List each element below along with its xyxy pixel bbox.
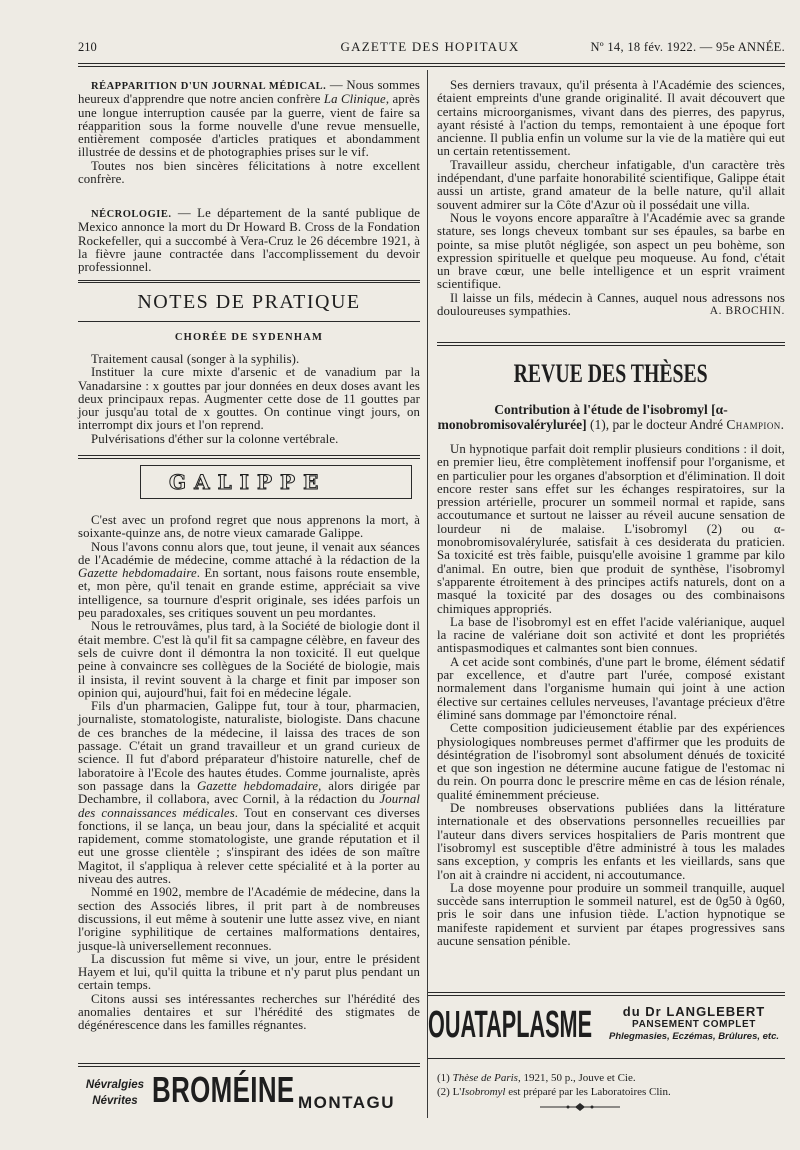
publication-title: Journal des connaissances médicales bbox=[78, 792, 420, 820]
paragraph-text: , après une longue interruption causée par la guerre, vient de faire sa réapparition sous la forme nouvelle d'une revue mensuelle, entièrement composée d'articles pratiques et abondamment illustrée de dessins et de photographies prises sur le vif. bbox=[78, 92, 420, 160]
news-necrology bbox=[78, 207, 420, 274]
paragraph-text: Il laisse un fils, médecin à Cannes, auquel nous adressons nos douloureuses sympathies. bbox=[437, 290, 785, 319]
publication-title: Gazette hebdomadaire bbox=[196, 778, 319, 793]
thesis-heading bbox=[437, 403, 785, 432]
reappearance-paragraph bbox=[78, 79, 420, 160]
thesis-paragraph: A cet acide sont combinés, d'une part le brome, élément sédatif par excellence, et d'autre part l'urée, composé existant normalement dans l'organisme humain qui joint à une action élective sur certaines cellules nerveuses, l'avantage précieux d'être éliminé sans dommage par l'émonctoire rénal. bbox=[437, 654, 785, 722]
paragraph-text: . Tout en conservant ces diverses fonctions, il se lança, un beau jour, dans la spécialité et acquit rapidement, comme stomatologiste, une grande réputation et il eut une grosse clientèle ; s'inspirant des idées de son maître Magitot, il s'appliqua à relever cette spécialité et à la porter au niveau des autres. bbox=[78, 805, 420, 887]
paragraph-text: Fils d'un pharmacien, Galippe fut, tour à tour, pharmacien, journaliste, stomatologiste, naturaliste, biologiste. Dans chacune de ces branches de la médecine, il laissa des traces de son passage. C'était un grand travailleur et un grand curieux de science. Il fut d'abord préparateur d'histoire naturelle, chef de laboratoire à l'Ecole des hautes études. Comme journaliste, après son passage dans la bbox=[78, 699, 420, 793]
footnote-rule bbox=[428, 1058, 785, 1059]
paragraph-text: — Le département de la santé publique de Mexico annonce la mort du Dr Howard B. Cross de la Fondation Rockefeller, qui a succombé à Vera-Cruz le 26 décembre 1921, à la fièvre jaune contractée dans l'accomplissement du devoir professionnel. bbox=[78, 206, 420, 275]
thesis-author: Champion. bbox=[726, 416, 785, 432]
obituary-text-right bbox=[437, 79, 785, 318]
page-number: 210 bbox=[78, 40, 97, 54]
paragraph-text: . En sortant, nous faisons route ensemble, et, mon père, qu'il tenait en grande estime, appréciait sa vive intelligence, sa tournure d'esprit originale, ses idées parfois un peu paradoxales, ses critiques souvent un peu mordantes. bbox=[78, 566, 420, 621]
obituary-title: GALIPPE bbox=[169, 470, 327, 494]
column-divider bbox=[427, 70, 428, 1118]
footnote bbox=[437, 1071, 785, 1085]
journal-name: La Clinique bbox=[323, 92, 386, 107]
practice-notes-title-box bbox=[78, 280, 420, 322]
thesis-byline: (1), par le docteur André bbox=[586, 416, 727, 432]
paragraph-text: — Nous sommes heureux d'apprendre que notre ancien confrère bbox=[78, 78, 420, 107]
ad-rule bbox=[428, 992, 785, 996]
footnote bbox=[437, 1085, 785, 1099]
practice-notes-subtitle: CHORÉE DE SYDENHAM bbox=[174, 332, 324, 343]
ouataplasme-brand: OUATAPLASME bbox=[428, 1004, 593, 1046]
practice-notes-title: NOTES DE PRATIQUE bbox=[137, 291, 361, 313]
footnotes bbox=[437, 1071, 785, 1099]
thesis-paragraph: La base de l'isobromyl est en effet l'acide valérianique, auquel la racine de valériane doit son activité et dont les propriétés antispasmodiques et calmantes sont bien connues. bbox=[437, 614, 785, 656]
journal-title: GAZETTE DES HOPITAUX bbox=[340, 39, 520, 54]
notes-paragraph: Traitement causal (songer à la syphilis). bbox=[91, 352, 300, 366]
ad-rule bbox=[78, 1063, 420, 1067]
paragraph-text: , alors dirigée par Dechambre, il collabora, avec Cornil, à la rédaction du bbox=[78, 778, 420, 807]
obituary-paragraph: Citons aussi ses intéressantes recherches sur l'hérédité des anomalies dentaires et sur l'hérédité des stigmates de dégénérescence dans les familles régnantes. bbox=[78, 991, 420, 1033]
reappearance-lead: RÉAPPARITION D'UN JOURNAL MÉDICAL. bbox=[91, 81, 327, 92]
footnote-text: est préparé par les Laboratoires Clin. bbox=[505, 1086, 671, 1098]
ouataplasme-uses: Phlegmasies, Eczémas, Brûlures, etc. bbox=[608, 1031, 780, 1042]
section-rule bbox=[437, 342, 785, 346]
bromeine-indications bbox=[78, 1077, 152, 1109]
header-rule bbox=[78, 63, 785, 67]
ouataplasme-ad bbox=[428, 1001, 785, 1053]
congratulations-paragraph: Toutes nos bien sincères félicitations à notre excellent confrère. bbox=[78, 158, 420, 187]
indication-label: Névralgies bbox=[85, 1079, 145, 1091]
issue-info: Nº 14, 18 fév. 1922. — 95e ANNÉE. bbox=[590, 40, 785, 54]
notes-paragraph: Pulvérisations d'éther sur la colonne vertébrale. bbox=[91, 431, 339, 446]
obituary-paragraph: Ses derniers travaux, qu'il présenta à l'Académie des sciences, étaient empreints d'une grande originalité. Il avait découvert que certains microorganismes, vivant dans des pierres, des papyrus, ayant résisté à l'action du temps, remontaient à une époque fort ancienne. Il publia enfin un volume sur la vie de la matière qui eut un certain retentissement. bbox=[437, 78, 785, 159]
obituary-paragraph: Nommé en 1902, membre de l'Académie de médecine, dans la section des Associés libres, il prit part à de nombreuses discussions, il eut même à soutenir une lutte assez vive, en niant l'origine syphilitique de certaines malformations dentaires, jusque-là universellement reconnues. bbox=[78, 885, 420, 953]
section-rule bbox=[78, 455, 420, 459]
author-signature: A. BROCHIN. bbox=[709, 305, 785, 318]
notes-paragraph: Instituer la cure mixte d'arsenic et de vanadium par la Vanadarsine : x gouttes par jour données en deux doses avant les deux principaux repas. Augmenter cette dose de 11 gouttes par jour jusqu'au total de x gouttes. On continue vingt jours, on interrompt dix jours et l'on reprend. bbox=[78, 365, 420, 433]
obituary-paragraph: Nous le voyons encore apparaître à l'Académie avec sa grande stature, ses longs cheveux tombant sur ses épaules, sa barbe en pointe, sa mise plutôt négligée, son aspect un peu bohème, son expression spirituelle et quelque peu moqueuse. Au fond, c'était un brave cœur, une belle intelligence et un esprit vraiment scientifique. bbox=[437, 210, 785, 292]
footnote-text: L' bbox=[452, 1086, 462, 1098]
thesis-paragraph: Cette composition judicieusement établie par des expériences physiologiques nombreuses permet d'affirmer que les produits de désintégration de l'isobromyl sont absolument dénués de toxicité et que son ingestion ne détermine aucune fatigue de l'estomac ni du rein. On pourra donc le prescrire même en cas de lésion rénale, qualité éminemment précieuse. bbox=[437, 721, 785, 802]
necrology-paragraph bbox=[78, 207, 420, 274]
obituary-paragraph: La discussion fut même si vive, un jour, entre le président Hayem et lui, qu'il quitta la tribune et n'y parut plus pendant un certain temps. bbox=[78, 951, 420, 993]
footnote-mark: (2) bbox=[437, 1086, 453, 1098]
obituary-text-left bbox=[78, 514, 420, 1033]
ouataplasme-details bbox=[604, 1005, 784, 1043]
footnote-title: Thèse de Paris bbox=[452, 1072, 518, 1084]
thesis-paragraph: De nombreuses observations publiées dans la littérature internationale et des observations personnelles recueillies par l'auteur dans divers services hospitaliers de Paris montrent que l'isobromyl est susceptible d'être administré à tous les malades sans exception, y compris les enfants et les vieillards, sans que l'on ait à craindre ni accident, ni accoutumance. bbox=[437, 801, 785, 882]
obituary-paragraph bbox=[78, 541, 420, 621]
publication-title: Gazette hebdomadaire bbox=[78, 566, 197, 581]
thesis-paragraph: Un hypnotique parfait doit remplir plusieurs conditions : il doit, en premier lieu, être complètement inoffensif pour l'organisme, et en particulier pour les organes d'absorption et d'élimination. Il doit encore rester sans effet sur les échanges respiratoires, sur la pression artérielle, procurer un sommeil normal et rapide, sans accoutumance et surtout ne laisser au réveil aucune sensation de lourdeur ni de malaise. L'isobromyl (2) ou α-monobromisovalérylurée, satisfait à ces desiderata du praticien. Sa toxicité est très faible, puisqu'elle avoisine 1 gramme par kilo d'animal. En outre, bien que produit de synthèse, l'isobromyl s'apparente étroitement à des principes actifs naturels, dont on a masqué la toxicité par des dosages ou des combinaisons chimiques appropriés. bbox=[437, 442, 785, 616]
obituary-paragraph: Nous le retrouvâmes, plus tard, à la Société de biologie dont il était membre. C'est là qu'il fit sa campagne célèbre, en faveur des sels de cuivre dont il démontra la non toxicité. Il eut quelque peine à convaincre ses collègues de la Société de biologie, mais il insista, il revint souvent à la charge et finit par imposer son opinion qui, aujourd'hui, fait foi en médecine légale. bbox=[78, 619, 420, 700]
obituary-paragraph: C'est avec un profond regret que nous apprenons la mort, à soixante-quinze ans, de notre vieux camarade Galippe. bbox=[78, 513, 420, 541]
obituary-paragraph: Travailleur assidu, chercheur infatigable, d'un caractère très indépendant, d'une parfaite honorabilité scientifique, Galippe était aussi un artiste, grand amateur de la belle nature, qu'il allait souvent admirer sur la Côte d'Azur où il possédait une villa. bbox=[437, 157, 785, 212]
theses-section-title: REVUE DES THÈSES bbox=[513, 359, 709, 388]
necrology-lead: NÉCROLOGIE. bbox=[91, 209, 172, 220]
footnote-mark: (1) bbox=[437, 1072, 453, 1084]
paragraph-text: Nous l'avons connu alors que, tout jeune, il venait aux séances de l'Académie de médecine, comme attaché à la rédaction de la bbox=[78, 539, 420, 567]
practice-notes-text bbox=[78, 353, 420, 446]
obituary-title-box bbox=[140, 465, 412, 499]
ornament-rule bbox=[540, 1102, 620, 1112]
footnote-title: Isobromyl bbox=[461, 1086, 506, 1098]
thesis-paragraph: La dose moyenne pour produire un sommeil tranquille, auquel succède sans interruption le sommeil naturel, est de 0g50 à 0g60, pris le soir dans une infusion tiède. L'action hypnotique se manifeste rapidement et survient par étapes progressives sans aucune sensation pénible. bbox=[437, 880, 785, 948]
thesis-title: Contribution à l'étude de l'isobromyl [α-monobromisovalérylurée] bbox=[437, 402, 728, 432]
news-reappearance bbox=[78, 79, 420, 186]
bromeine-maker: MONTAGU bbox=[298, 1093, 396, 1112]
footnote-text: , 1921, 50 p., Jouve et Cie. bbox=[517, 1072, 636, 1084]
ouataplasme-doctor: du Dr LANGLEBERT bbox=[622, 1004, 766, 1019]
bromeine-brand: BROMÉINE bbox=[152, 1069, 295, 1110]
theses-title-wrap bbox=[437, 358, 785, 390]
ouataplasme-tagline: PANSEMENT COMPLET bbox=[632, 1019, 756, 1030]
thesis-review-text bbox=[437, 443, 785, 948]
obituary-paragraph bbox=[78, 700, 420, 886]
obituary-paragraph bbox=[437, 292, 785, 319]
indication-label: Névrites bbox=[92, 1095, 138, 1107]
